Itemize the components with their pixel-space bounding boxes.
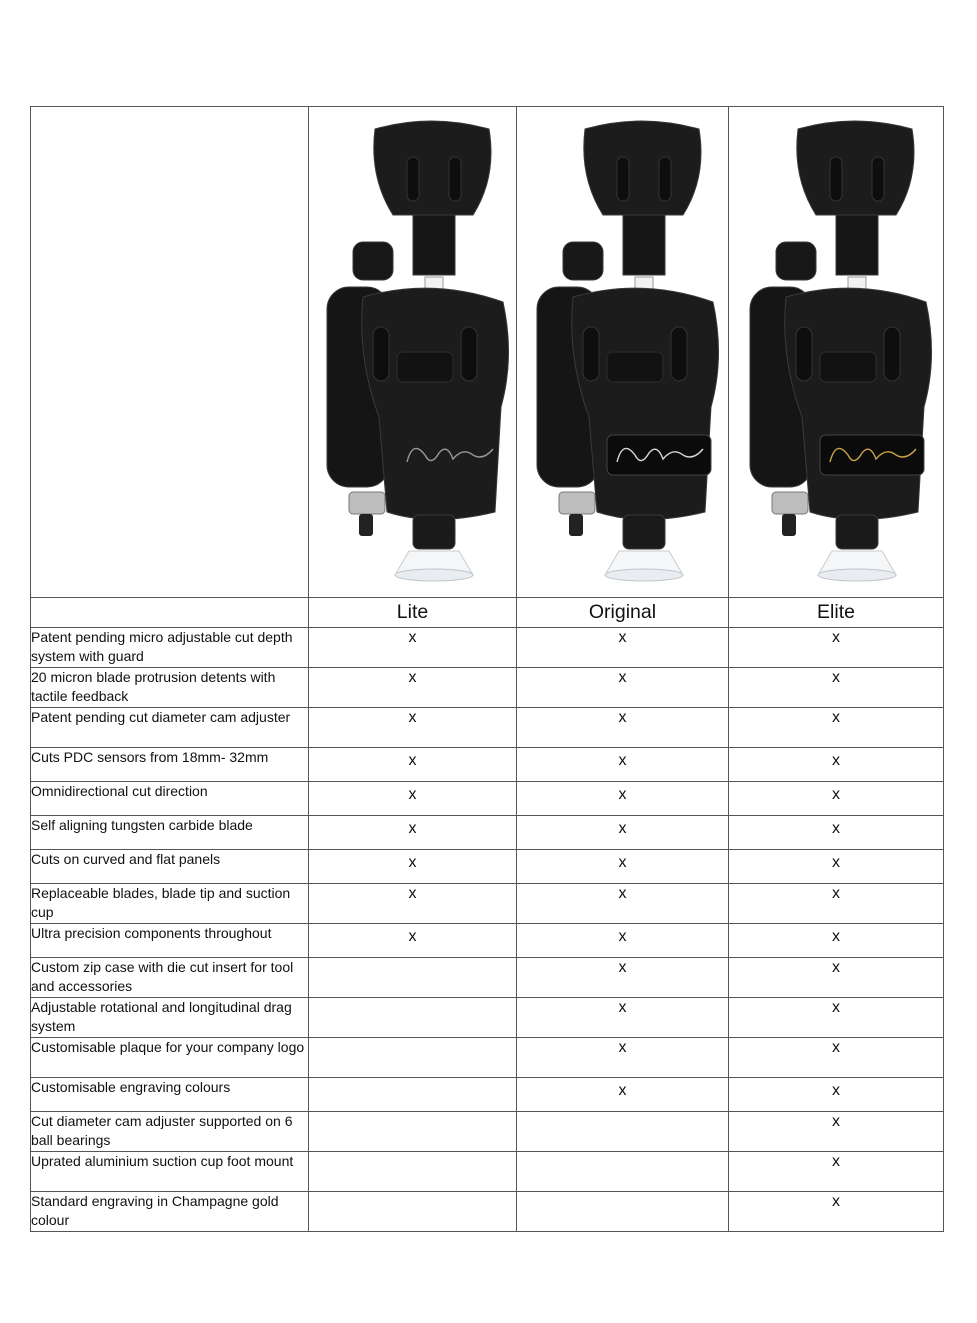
feature-mark-lite: x (309, 850, 517, 884)
original-tool-image (523, 117, 723, 587)
feature-mark-elite: x (729, 628, 944, 668)
feature-mark-elite: x (729, 748, 944, 782)
header-corner-cell (31, 598, 309, 628)
feature-mark-original: x (517, 782, 729, 816)
empty-corner-cell (31, 107, 309, 598)
feature-row (31, 924, 944, 958)
feature-mark-elite: x (729, 998, 944, 1038)
feature-label: Omnidirectional cut direction (31, 782, 309, 816)
feature-row (31, 628, 944, 668)
feature-mark-lite: x (309, 884, 517, 924)
feature-label: Self aligning tungsten carbide blade (31, 816, 309, 850)
feature-mark-original (517, 1192, 729, 1232)
feature-mark-lite: x (309, 628, 517, 668)
feature-label: Standard engraving in Champagne gold colour (31, 1192, 309, 1232)
feature-mark-lite (309, 998, 517, 1038)
feature-mark-original: x (517, 884, 729, 924)
elite-tool-image (736, 117, 936, 587)
feature-row (31, 1112, 944, 1152)
feature-mark-original: x (517, 998, 729, 1038)
feature-mark-original: x (517, 748, 729, 782)
feature-mark-lite: x (309, 816, 517, 850)
elite-image-cell (729, 107, 944, 598)
feature-mark-original: x (517, 1078, 729, 1112)
feature-mark-elite: x (729, 1038, 944, 1078)
feature-mark-lite (309, 1112, 517, 1152)
feature-mark-original: x (517, 708, 729, 748)
feature-mark-original: x (517, 924, 729, 958)
feature-mark-elite: x (729, 924, 944, 958)
feature-mark-elite: x (729, 708, 944, 748)
feature-mark-elite: x (729, 782, 944, 816)
feature-label: Customisable engraving colours (31, 1078, 309, 1112)
feature-mark-elite: x (729, 1192, 944, 1232)
feature-mark-lite: x (309, 708, 517, 748)
image-row (31, 107, 944, 598)
feature-row (31, 1152, 944, 1192)
lite-tool-image (313, 117, 513, 587)
original-image-cell (517, 107, 729, 598)
feature-row (31, 748, 944, 782)
feature-row (31, 998, 944, 1038)
feature-mark-elite: x (729, 816, 944, 850)
column-header-lite: Lite (309, 598, 517, 628)
feature-label: Cut diameter cam adjuster supported on 6 ball bearings (31, 1112, 309, 1152)
feature-row (31, 668, 944, 708)
feature-row (31, 1078, 944, 1112)
feature-row (31, 708, 944, 748)
feature-row (31, 782, 944, 816)
feature-mark-original: x (517, 816, 729, 850)
comparison-table (30, 106, 944, 1232)
column-header-elite: Elite (729, 598, 944, 628)
feature-mark-lite (309, 1192, 517, 1232)
feature-mark-elite: x (729, 1112, 944, 1152)
feature-label: Patent pending cut diameter cam adjuster (31, 708, 309, 748)
lite-image-cell (309, 107, 517, 598)
feature-mark-original: x (517, 958, 729, 998)
feature-mark-elite: x (729, 958, 944, 998)
feature-mark-original: x (517, 628, 729, 668)
feature-label: Cuts PDC sensors from 18mm- 32mm (31, 748, 309, 782)
feature-label: Custom zip case with die cut insert for tool and accessories (31, 958, 309, 998)
feature-row (31, 1192, 944, 1232)
feature-label: Cuts on curved and flat panels (31, 850, 309, 884)
feature-mark-original (517, 1112, 729, 1152)
feature-mark-lite (309, 1078, 517, 1112)
feature-mark-elite: x (729, 1152, 944, 1192)
feature-mark-elite: x (729, 668, 944, 708)
feature-mark-original: x (517, 1038, 729, 1078)
feature-label: Ultra precision components throughout (31, 924, 309, 958)
feature-label: Customisable plaque for your company logo (31, 1038, 309, 1078)
feature-mark-lite: x (309, 782, 517, 816)
feature-label: Replaceable blades, blade tip and suction cup (31, 884, 309, 924)
feature-row (31, 816, 944, 850)
feature-label: 20 micron blade protrusion detents with tactile feedback (31, 668, 309, 708)
header-row (31, 598, 944, 628)
feature-row (31, 958, 944, 998)
feature-mark-elite: x (729, 1078, 944, 1112)
feature-mark-lite: x (309, 668, 517, 708)
feature-label: Adjustable rotational and longitudinal drag system (31, 998, 309, 1038)
column-header-original: Original (517, 598, 729, 628)
feature-row (31, 1038, 944, 1078)
feature-mark-lite: x (309, 748, 517, 782)
feature-mark-elite: x (729, 884, 944, 924)
feature-row (31, 850, 944, 884)
feature-label: Patent pending micro adjustable cut depth system with guard (31, 628, 309, 668)
feature-mark-original: x (517, 668, 729, 708)
feature-label: Uprated aluminium suction cup foot mount (31, 1152, 309, 1192)
feature-mark-elite: x (729, 850, 944, 884)
feature-mark-original: x (517, 850, 729, 884)
feature-row (31, 884, 944, 924)
feature-mark-original (517, 1152, 729, 1192)
feature-mark-lite: x (309, 924, 517, 958)
feature-mark-lite (309, 1038, 517, 1078)
feature-mark-lite (309, 1152, 517, 1192)
feature-mark-lite (309, 958, 517, 998)
